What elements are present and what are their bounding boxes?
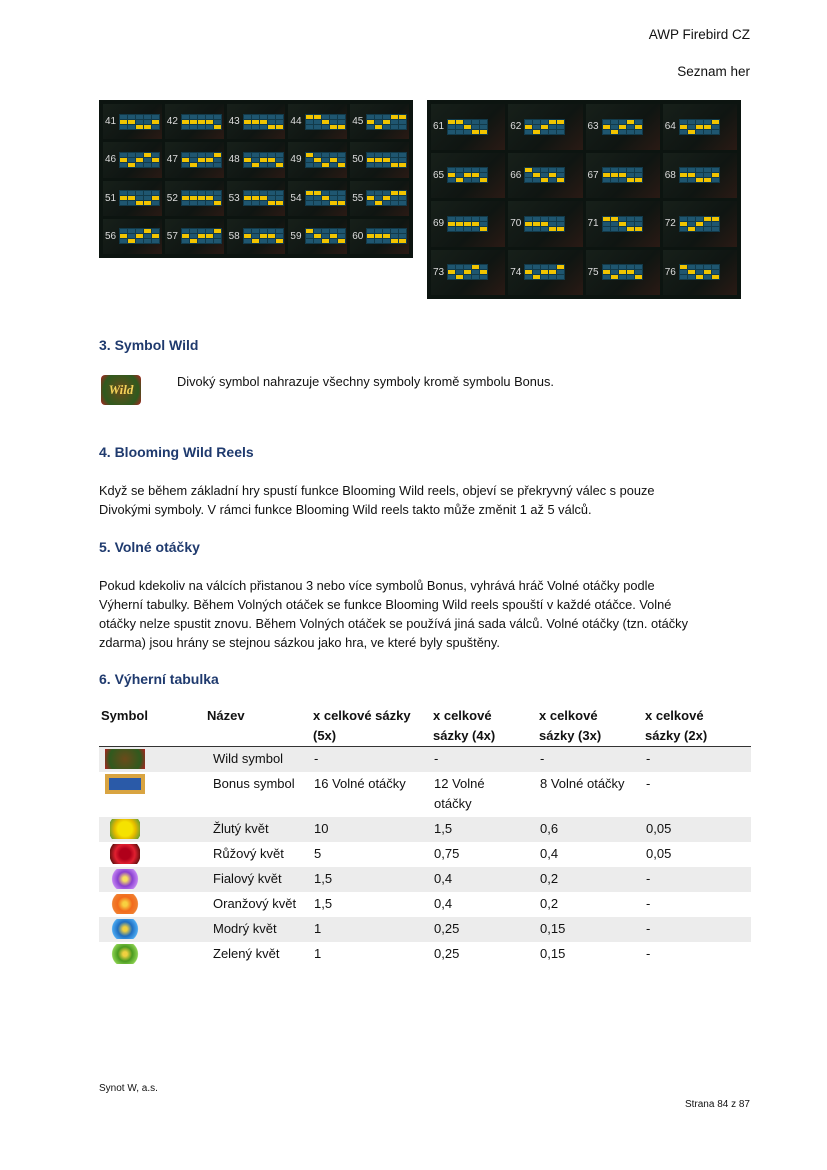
payline-number: 52 — [166, 192, 178, 204]
payout-cell: - — [646, 896, 651, 911]
payline-number: 63 — [587, 121, 599, 133]
payline-thumbnail — [103, 181, 162, 216]
payline-number: 65 — [433, 169, 445, 181]
payout-cell: 1,5 — [431, 817, 537, 842]
payout-cell: 12 Volné otáčky — [434, 776, 485, 811]
payline-thumbnail — [663, 153, 737, 199]
payline-diagram — [602, 119, 643, 135]
payline-number: 57 — [166, 230, 178, 242]
payline-diagram — [447, 167, 488, 183]
symbol-name-cell: Bonus symbol — [213, 776, 295, 791]
payline-diagram — [243, 190, 284, 206]
payout-cell: 0,2 — [537, 867, 643, 892]
symbol-cell — [99, 842, 205, 867]
paytable-body — [99, 747, 751, 968]
payout-cell: - — [311, 747, 431, 773]
payline-number: 55 — [352, 192, 364, 204]
payout-cell: 16 Volné otáčky — [314, 776, 406, 791]
payline-thumbnail — [227, 142, 286, 177]
payout-cell: 0,25 — [434, 946, 460, 961]
paylines-image-41-60 — [99, 100, 413, 258]
payline-number: 68 — [664, 169, 676, 181]
column-header: x celkové sázky (5x) — [311, 706, 431, 747]
column-header: x celkové sázky (3x) — [537, 706, 643, 747]
wild-symbol-icon — [101, 375, 141, 405]
payline-thumbnail — [508, 153, 582, 199]
payline-diagram — [119, 228, 160, 244]
payout-cell: 0,4 — [434, 896, 453, 911]
payout-cell: 0,05 — [646, 846, 672, 861]
payline-thumbnail — [227, 219, 286, 254]
text-line: otáčky nelze spustit znovu. Během Volných otáček se používá jiná sada válců. Volné otáčky (tzn. otáčky — [99, 616, 688, 631]
payline-diagram — [366, 114, 407, 130]
payline-diagram — [305, 228, 346, 244]
payline-number: 71 — [587, 218, 599, 230]
payline-diagram — [602, 216, 643, 232]
payline-number: 50 — [352, 154, 364, 166]
payline-number: 76 — [664, 266, 676, 278]
yellow-flower-icon — [110, 819, 140, 839]
payline-thumbnail — [508, 250, 582, 296]
payline-diagram — [679, 216, 720, 232]
blooming-paragraph — [99, 481, 749, 519]
payout-cell: 0,15 — [537, 917, 643, 942]
payline-diagram — [305, 114, 346, 130]
payline-number: 74 — [510, 266, 522, 278]
payout-cell: 10 — [311, 817, 431, 842]
section-heading-free-spins: 5. Volné otáčky — [99, 539, 200, 555]
section-heading-paytable: 6. Výherní tabulka — [99, 671, 219, 687]
wild-symbol-icon — [105, 749, 145, 769]
payline-number: 72 — [664, 218, 676, 230]
orange-flower-icon — [110, 894, 140, 914]
payline-diagram — [447, 216, 488, 232]
payline-diagram — [447, 119, 488, 135]
payout-cell: 1 — [314, 946, 322, 961]
payline-diagram — [524, 167, 565, 183]
payline-diagram — [181, 190, 222, 206]
footer-page-number: Strana 84 z 87 — [684, 1099, 750, 1110]
payline-diagram — [524, 264, 565, 280]
blue-flower-icon — [110, 919, 140, 939]
payline-diagram — [679, 119, 720, 135]
payline-number: 47 — [166, 154, 178, 166]
table-row — [99, 817, 751, 842]
payline-diagram — [119, 190, 160, 206]
symbol-name-cell: Žlutý květ — [205, 817, 311, 842]
wild-icon-label: Wild — [108, 382, 134, 397]
payline-diagram — [243, 228, 284, 244]
payline-diagram — [181, 228, 222, 244]
payline-thumbnail — [165, 142, 224, 177]
symbol-cell — [99, 942, 205, 967]
payline-number: 44 — [290, 116, 302, 128]
symbol-name-cell: Modrý květ — [205, 917, 311, 942]
text-line: Když se během základní hry spustí funkce Blooming Wild reels, objeví se překryvný válec s pouze — [99, 483, 655, 498]
symbol-name-cell: Růžový květ — [213, 846, 284, 861]
header-subtitle: Seznam her — [677, 64, 750, 79]
symbol-cell — [99, 892, 205, 917]
payline-diagram — [679, 264, 720, 280]
payout-cell: - — [643, 867, 751, 892]
payline-diagram — [602, 264, 643, 280]
payline-diagram — [305, 190, 346, 206]
payline-thumbnail — [586, 104, 660, 150]
payline-diagram — [447, 264, 488, 280]
payline-thumbnail — [350, 142, 409, 177]
payline-number: 62 — [510, 121, 522, 133]
payline-number: 51 — [105, 192, 117, 204]
payout-cell: 1,5 — [311, 867, 431, 892]
payline-number: 73 — [433, 266, 445, 278]
table-row — [99, 867, 751, 892]
symbol-cell — [99, 772, 205, 817]
payline-number: 75 — [587, 266, 599, 278]
payout-cell: - — [646, 946, 651, 961]
payout-cell: - — [537, 747, 643, 773]
payline-diagram — [119, 152, 160, 168]
payline-thumbnail — [508, 201, 582, 247]
header-title: AWP Firebird CZ — [648, 27, 750, 42]
column-header: Symbol — [99, 706, 205, 747]
payline-number: 70 — [510, 218, 522, 230]
payline-thumbnail — [663, 104, 737, 150]
table-row — [99, 892, 751, 917]
text-line: Divokými symboly. V rámci funkce Blooming Wild reels takto může změnit 1 až 5 válců. — [99, 502, 592, 517]
payline-number: 69 — [433, 218, 445, 230]
payline-number: 41 — [105, 116, 117, 128]
payout-cell: - — [431, 747, 537, 773]
payline-diagram — [305, 152, 346, 168]
payline-number: 66 — [510, 169, 522, 181]
column-header: x celkové sázky (4x) — [431, 706, 537, 747]
payline-thumbnail — [288, 104, 347, 139]
payline-thumbnail — [350, 219, 409, 254]
payline-thumbnail — [288, 142, 347, 177]
payline-thumbnail — [663, 201, 737, 247]
footer-company: Synot W, a.s. — [99, 1083, 158, 1094]
payline-diagram — [679, 167, 720, 183]
free-spins-paragraph — [99, 576, 749, 652]
payline-number: 67 — [587, 169, 599, 181]
payline-number: 42 — [166, 116, 178, 128]
payline-number: 45 — [352, 116, 364, 128]
symbol-name-cell: Oranžový květ — [213, 896, 297, 911]
payout-cell: - — [643, 917, 751, 942]
payline-number: 49 — [290, 154, 302, 166]
green-flower-icon — [110, 944, 140, 964]
purple-flower-icon — [110, 869, 140, 889]
payline-thumbnail — [103, 142, 162, 177]
payline-thumbnail — [165, 219, 224, 254]
text-line: Pokud kdekoliv na válcích přistanou 3 nebo více symbolů Bonus, vyhrává hráč Volné otáčky podle — [99, 578, 655, 593]
payout-cell: 0,05 — [643, 817, 751, 842]
payout-cell: 8 Volné otáčky — [540, 776, 625, 791]
payline-thumbnail — [431, 250, 505, 296]
payline-thumbnail — [165, 104, 224, 139]
payline-thumbnail — [586, 201, 660, 247]
table-row — [99, 842, 751, 867]
payline-diagram — [119, 114, 160, 130]
payline-number: 64 — [664, 121, 676, 133]
payout-cell: 5 — [314, 846, 322, 861]
payline-thumbnail — [508, 104, 582, 150]
payline-diagram — [366, 190, 407, 206]
payline-thumbnail — [663, 250, 737, 296]
payline-thumbnail — [288, 181, 347, 216]
payline-diagram — [524, 216, 565, 232]
payline-number: 46 — [105, 154, 117, 166]
red-flower-icon — [110, 844, 140, 864]
payout-cell: 0,25 — [431, 917, 537, 942]
symbol-cell — [99, 747, 205, 773]
payline-diagram — [243, 152, 284, 168]
column-header: Název — [205, 706, 311, 747]
payline-number: 54 — [290, 192, 302, 204]
payline-number: 60 — [352, 230, 364, 242]
payline-diagram — [181, 152, 222, 168]
table-row — [99, 747, 751, 773]
payline-diagram — [524, 119, 565, 135]
payout-cell: 0,4 — [431, 867, 537, 892]
payline-number: 58 — [228, 230, 240, 242]
payline-thumbnail — [227, 104, 286, 139]
payline-number: 56 — [105, 230, 117, 242]
table-row — [99, 772, 751, 817]
bonus-symbol-icon — [105, 774, 145, 794]
payout-cell: 0,2 — [540, 896, 559, 911]
text-line: Výherní tabulky. Během Volných otáček se funkce Blooming Wild reels spouští v každé otáčce. Volné — [99, 597, 672, 612]
payline-number: 59 — [290, 230, 302, 242]
payline-diagram — [243, 114, 284, 130]
payline-thumbnail — [165, 181, 224, 216]
payout-cell: 0,75 — [434, 846, 460, 861]
payout-cell: 0,4 — [540, 846, 559, 861]
payline-thumbnail — [350, 181, 409, 216]
section-heading-wild: 3. Symbol Wild — [99, 337, 199, 353]
payline-number: 43 — [228, 116, 240, 128]
symbol-name-cell: Wild symbol — [205, 747, 311, 773]
symbol-name-cell: Fialový květ — [205, 867, 311, 892]
text-line: zdarma) jsou hrány se stejnou sázkou jako hra, ve které byly spuštěny. — [99, 635, 500, 650]
payline-thumbnail — [431, 201, 505, 247]
payline-thumbnail — [288, 219, 347, 254]
symbol-cell — [99, 817, 205, 842]
payline-diagram — [366, 152, 407, 168]
payline-thumbnail — [103, 219, 162, 254]
payout-cell: 1,5 — [314, 896, 333, 911]
table-row — [99, 942, 751, 967]
table-row — [99, 917, 751, 942]
payline-thumbnail — [586, 250, 660, 296]
paytable-header-row — [99, 706, 751, 747]
payline-thumbnail — [431, 153, 505, 199]
payline-diagram — [181, 114, 222, 130]
symbol-cell — [99, 867, 205, 892]
payout-cell: - — [646, 776, 651, 791]
column-header: x celkové sázky (2x) — [643, 706, 751, 747]
symbol-cell — [99, 917, 205, 942]
payline-diagram — [366, 228, 407, 244]
payout-cell: 0,15 — [540, 946, 566, 961]
paylines-image-61-76 — [427, 100, 741, 299]
payout-cell: 0,6 — [537, 817, 643, 842]
symbol-name-cell: Zelený květ — [213, 946, 280, 961]
payline-number: 48 — [228, 154, 240, 166]
payline-thumbnail — [103, 104, 162, 139]
payline-thumbnail — [586, 153, 660, 199]
payline-number: 61 — [433, 121, 445, 133]
section-heading-blooming: 4. Blooming Wild Reels — [99, 444, 254, 460]
payout-cell: 1 — [311, 917, 431, 942]
payline-thumbnail — [227, 181, 286, 216]
paytable — [99, 706, 751, 967]
payline-diagram — [602, 167, 643, 183]
payline-number: 53 — [228, 192, 240, 204]
payline-thumbnail — [350, 104, 409, 139]
payline-thumbnail — [431, 104, 505, 150]
payout-cell: - — [643, 747, 751, 773]
wild-description: Divoký symbol nahrazuje všechny symboly kromě symbolu Bonus. — [177, 374, 554, 389]
